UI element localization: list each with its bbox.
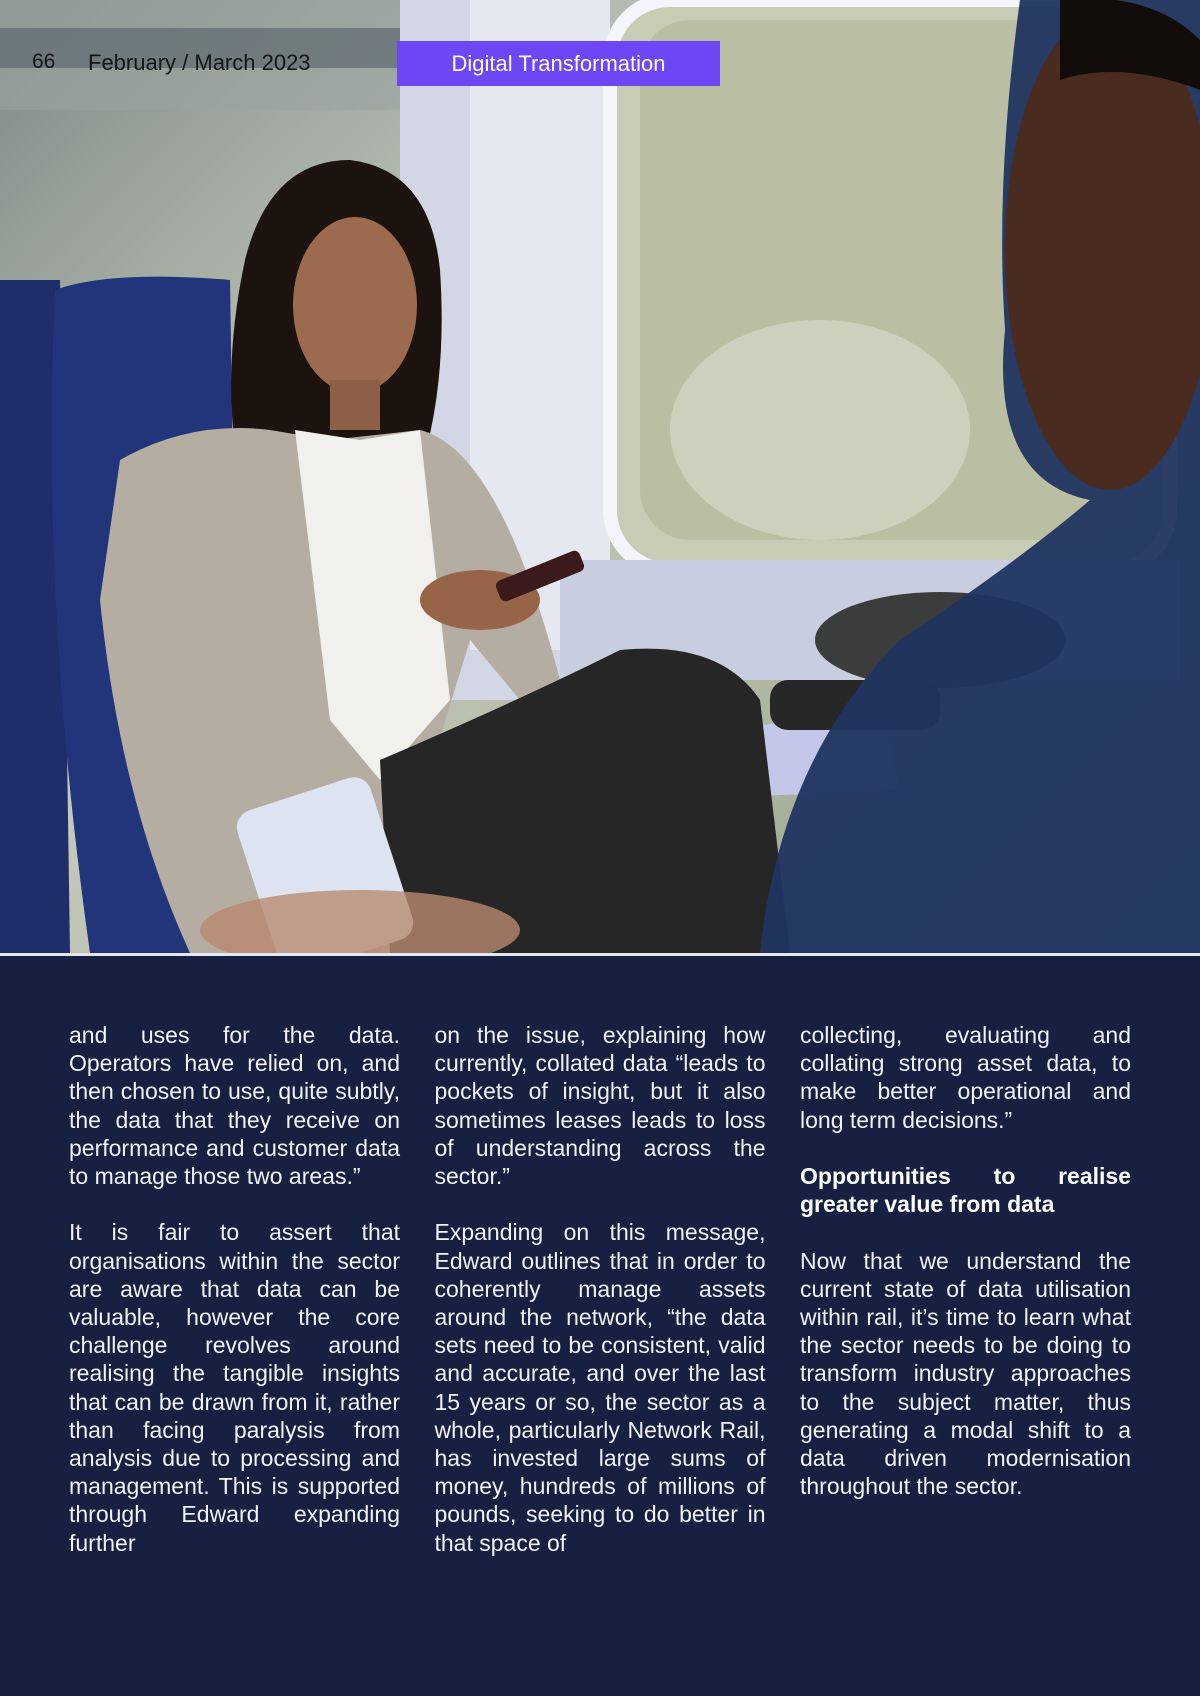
article-body xyxy=(69,1021,1131,1585)
paragraph: on the issue, explaining how currently, collated data “leads to pockets of insight, but it also sometimes leases leads to loss of understanding across the sector.” xyxy=(434,1022,766,1190)
page-header xyxy=(0,44,1200,88)
page-number: 66 xyxy=(32,50,56,73)
article-column-3 xyxy=(800,1021,1131,1585)
paragraph: and uses for the data. Operators have relied on, and then chosen to use, quite subtly, the data that they receive on performance and customer data to manage those two areas.” xyxy=(69,1022,400,1190)
article-column-2 xyxy=(435,1021,766,1585)
section-tag xyxy=(397,41,720,86)
paragraph: Expanding on this message, Edward outlines that in order to coherently manage assets around the network, “the data sets need to be consistent, valid and accurate, and over the last 15 years or so, the sector as a whole, particularly Network Rail, has invested large sums of money, hundreds of millions of pounds, seeking to do better in that space of xyxy=(434,1219,766,1556)
paragraph: collecting, evaluating and collating strong asset data, to make better operational and long term decisions.” xyxy=(800,1022,1131,1133)
paragraph: Now that we understand the current state of data utilisation within rail, it’s time to learn what the sector needs to be doing to transform industry approaches to the subject matter, thus generating a modal shift to a data driven modernisation throughout the sector. xyxy=(800,1247,1131,1500)
subheading: Opportunities to realise greater value from data xyxy=(800,1163,1131,1218)
paragraph: It is fair to assert that organisations within the sector are aware that data can be valuable, however the core challenge revolves around realising the tangible insights that can be drawn from it, rather than facing paralysis from analysis due to processing and management. This is supported through Edward expanding further xyxy=(69,1219,400,1556)
photo-divider xyxy=(0,953,1200,956)
article-column-1 xyxy=(69,1021,400,1585)
section-tag-label: Digital Transformation xyxy=(451,50,666,76)
issue-date: February / March 2023 xyxy=(88,50,311,75)
